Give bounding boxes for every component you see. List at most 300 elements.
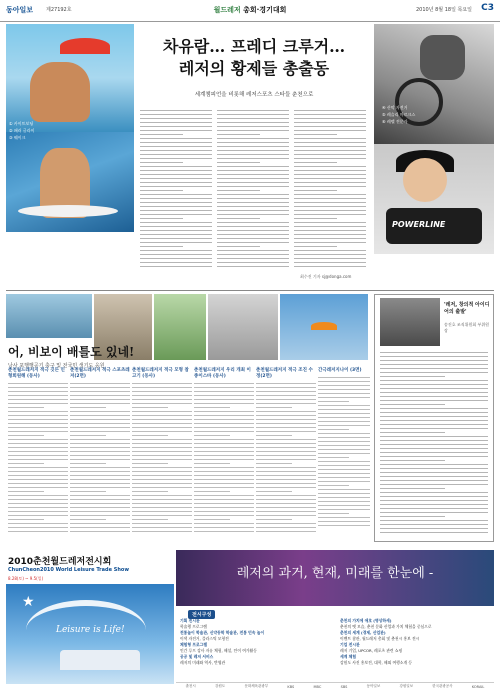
news-column [132,368,192,535]
text-line [194,459,254,460]
text-line [256,471,316,472]
text-line [294,250,366,251]
text-line [294,210,366,211]
text-line [294,222,366,223]
section-name: 총회·경기대회 [243,6,287,14]
banner-subtitle: ChunCheon2010 World Leisure Trade Show [8,567,129,573]
text-line [380,404,445,405]
text-line [217,214,289,215]
text-line [194,383,254,384]
caption-item: ① 카이트보딩 [9,121,34,126]
text-line [294,118,366,119]
text-line [294,146,366,147]
text-line [256,435,292,436]
lead-article-body [140,110,370,114]
text-line [217,138,289,139]
text-line [318,421,370,422]
text-line [140,266,212,267]
text-line [194,423,254,424]
banner-title: 2010춘천월드레저전시회 [8,557,112,567]
text-line [294,234,366,235]
text-line [294,110,366,111]
text-line [217,258,289,259]
text-line [217,166,289,167]
text-line [380,448,488,449]
text-line [70,471,130,472]
text-line [70,395,130,396]
text-line [70,403,130,404]
text-line [294,218,337,219]
program-heading: 세계 체험 [340,654,356,659]
caption-item: ⑤ 레슬리 마르크스 [382,112,416,117]
text-line [294,178,366,179]
text-line [380,524,488,525]
text-line [8,523,68,524]
text-line [380,432,445,433]
text-line [256,423,316,424]
text-line [318,513,349,514]
text-line [140,194,212,195]
text-line [256,479,316,480]
text-line [140,110,212,111]
text-line [380,372,488,373]
text-line [256,527,316,528]
sponsor-logo: 강원일보 [399,684,413,688]
text-line [132,531,192,532]
text-line [217,186,289,187]
text-line [140,150,212,151]
column-text [132,383,192,532]
sponsor-logo: 강원도 [215,684,226,688]
text-line [8,431,68,432]
text-line [256,439,316,440]
text-line [194,499,254,500]
program-heading: 춘천의 세계 (경제, 산업관) [340,630,386,635]
text-line [132,483,192,484]
text-line [380,412,488,413]
text-line [294,258,366,259]
text-line [380,532,488,533]
text-line [132,391,192,392]
text-line [217,234,289,235]
text-line [256,487,316,488]
text-line [140,158,212,159]
text-line [8,383,68,384]
program-heading: 전통놀이 학술관, 신약동학 학술관, 전통 민속 놀이 [180,630,265,635]
program-column-right [340,618,490,666]
text-line [70,391,130,392]
text-line [70,503,130,504]
program-column-left [180,618,330,666]
text-line [194,455,254,456]
text-line [380,424,488,425]
text-line [318,461,370,462]
text-line [194,407,230,408]
text-line [380,464,488,465]
text-line [294,194,366,195]
text-line [140,154,212,155]
text-line [318,525,370,526]
text-line [380,516,445,517]
section-prefix: 월드레저 [213,6,241,14]
text-line [194,403,254,404]
headline-line: 레저의 황제들 총출동 [178,59,330,78]
text-line [256,415,316,416]
text-line [217,230,289,231]
text-line [256,523,316,524]
text-line [256,411,316,412]
text-line [380,356,488,357]
text-line [217,206,289,207]
section2-title: 어, 비보이 배틀도 있네! [8,345,135,359]
lead-subhead: 세계챔피언을 비롯해 레저스포츠 스타들 춘천으로 [194,92,314,98]
text-line [140,198,212,199]
text-line [132,439,192,440]
program-heading: 기획 전시관 [180,618,200,623]
text-line [8,435,44,436]
sponsor-logo: 동아일보 [366,684,381,688]
issue-number: 제27192호 [46,7,72,13]
text-line [256,419,316,420]
text-line [140,246,183,247]
text-line [294,230,366,231]
text-line [132,415,192,416]
text-line [194,399,254,400]
text-line [380,368,488,369]
text-line [70,463,106,464]
text-line [132,507,192,508]
program-heading: 체험형 프로그램 [180,642,207,647]
text-line [132,403,192,404]
text-line [70,415,130,416]
text-line [132,495,192,496]
text-line [380,428,488,429]
text-line [294,214,366,215]
text-line [132,451,192,452]
text-line [194,415,254,416]
text-line [294,242,366,243]
newspaper-logo: 동아일보 [6,6,34,14]
text-line [217,134,260,135]
text-line [217,242,289,243]
text-line [380,384,488,385]
kite-sail-shape [60,38,110,54]
text-line [318,397,370,398]
text-line [194,443,254,444]
text-line [256,463,292,464]
exhibition-hall-graphic [60,650,140,670]
article-column [294,110,366,111]
text-line [132,515,192,516]
text-line [8,443,68,444]
article-column [217,110,289,111]
text-line [140,166,212,167]
news-column [194,368,254,535]
column-headline: 간극레저지나이 (3면) [318,368,362,373]
text-line [132,475,192,476]
text-line [8,399,68,400]
text-line [256,499,316,500]
text-line [294,166,366,167]
text-line [318,405,370,406]
text-line [256,459,316,460]
sponsor-logo: KBS [287,684,295,689]
text-line [194,487,254,488]
text-line [380,528,488,529]
text-line [294,142,366,143]
text-line [318,381,370,382]
text-line [380,508,488,509]
text-line [256,407,292,408]
text-line [217,202,289,203]
text-line [8,487,68,488]
text-line [132,491,168,492]
text-line [380,492,488,493]
text-line [70,427,130,428]
news-column [8,368,68,535]
text-line [70,447,130,448]
program-item: 학술행 프로그램 [180,624,207,629]
column-text [318,377,370,526]
text-line [380,456,488,457]
text-line [217,150,289,151]
athlete-face [403,158,447,202]
text-line [70,455,130,456]
article-column [140,110,212,111]
text-line [132,511,192,512]
text-line [70,431,130,432]
text-line [132,407,168,408]
text-line [132,519,168,520]
text-line [256,387,316,388]
text-line [140,218,183,219]
text-line [70,419,130,420]
text-line [294,122,366,123]
text-line [8,387,68,388]
text-line [194,523,254,524]
text-line [194,467,254,468]
golf-photo [154,294,206,360]
text-line [70,423,130,424]
text-line [380,496,488,497]
left-photo-captions [9,120,34,141]
text-line [140,126,212,127]
text-line [318,457,349,458]
text-line [194,463,230,464]
text-line [380,396,488,397]
sponsor-logo: 문화체육관광부 [244,684,269,688]
text-line [140,206,212,207]
text-line [194,519,230,520]
text-line [294,206,366,207]
text-line [8,467,68,468]
text-line [132,419,192,420]
text-line [194,447,254,448]
text-line [194,419,254,420]
text-line [8,459,68,460]
text-line [140,238,212,239]
text-line [8,407,44,408]
program-heading: 공공 및 레저 서비스 [180,654,214,659]
text-line [132,399,192,400]
text-line [8,495,68,496]
text-line [256,467,316,468]
text-line [194,435,230,436]
article-byline: 최수진 기자 sj@donga.com [300,274,352,279]
text-line [217,110,289,111]
text-line [294,190,337,191]
text-line [217,118,289,119]
text-line [380,388,488,389]
text-line [8,439,68,440]
interview-text [380,352,488,536]
text-line [256,491,292,492]
text-line [318,453,370,454]
text-line [318,521,370,522]
text-line [140,254,212,255]
text-line [256,447,316,448]
text-line [194,471,254,472]
text-line [194,531,254,532]
text-line [217,246,260,247]
star-icon: ★ [22,594,35,610]
text-line [294,130,366,131]
text-line [217,210,289,211]
text-line [140,210,212,211]
column-text [8,383,68,532]
text-line [256,511,316,512]
text-line [380,520,488,521]
column-text [194,383,254,532]
text-line [140,174,212,175]
text-line [217,122,289,123]
text-line [380,504,488,505]
text-line [380,400,488,401]
text-line [132,383,192,384]
surfboard-shape [18,205,118,217]
text-line [380,468,488,469]
column-text [70,383,130,532]
text-line [318,485,349,486]
text-line [318,505,370,506]
text-line [318,501,370,502]
text-line [70,499,130,500]
text-line [140,138,212,139]
text-line [294,158,366,159]
text-line [8,479,68,480]
text-line [194,387,254,388]
text-line [217,266,289,267]
text-line [70,467,130,468]
text-line [8,531,68,532]
text-line [132,395,192,396]
text-line [132,431,192,432]
sponsor-strip [176,682,494,690]
text-line [256,531,316,532]
column-headline: 춘천월드레저지 적극 깃든 인형희원해 (동사) [8,368,65,379]
banner-slogan: 레저의 과거, 현재, 미래를 한눈에 - [236,566,434,581]
news-column [256,368,316,535]
text-line [8,471,68,472]
text-line [70,399,130,400]
text-line [8,395,68,396]
interviewee-photo [380,298,440,346]
text-line [70,479,130,480]
text-line [256,391,316,392]
paraglider-shape [311,322,337,330]
text-line [256,495,316,496]
text-line [70,523,130,524]
text-line [70,451,130,452]
text-line [70,495,130,496]
text-line [140,222,212,223]
text-line [217,178,289,179]
text-line [8,411,68,412]
text-line [140,214,212,215]
text-line [132,503,192,504]
text-line [194,503,254,504]
text-line [194,511,254,512]
text-line [380,488,445,489]
headline-line: 차유람… 프레디 크루거… [162,37,346,56]
text-line [70,519,106,520]
text-line [194,431,254,432]
text-line [194,515,254,516]
sponsor-logo: 한국관광공사 [432,684,453,688]
text-line [194,495,254,496]
program-item: 레저 기업, UPCOR, 레포츠 관련 쇼핑 [340,648,403,653]
text-line [294,254,366,255]
text-line [217,226,289,227]
interview-title: '레저, 창의적 아이디어의 출발' [444,302,490,315]
text-line [294,134,337,135]
text-line [70,475,130,476]
interview-subtitle: 송진호 조직위원회 부위원장 [444,322,490,333]
text-line [380,420,488,421]
column-headline: 춘천월드레저지 우리 개최 이 종이스바 (동사) [194,368,251,379]
column-text [256,383,316,532]
text-line [217,154,289,155]
text-line [194,427,254,428]
text-line [194,483,254,484]
text-line [217,114,289,115]
text-line [194,451,254,452]
text-line [132,467,192,468]
text-line [132,459,192,460]
text-line [217,158,289,159]
text-line [8,463,44,464]
text-line [380,376,445,377]
text-line [140,170,212,171]
text-line [70,511,130,512]
text-line [140,130,212,131]
program-item: 이벤트 참관, 월드레저 총회 및 춘천시 홍보 전시 [340,636,420,641]
text-line [217,182,289,183]
text-line [380,360,488,361]
text-line [140,190,183,191]
text-line [256,383,316,384]
text-line [380,408,488,409]
text-line [217,170,289,171]
text-line [132,499,192,500]
text-line [140,242,212,243]
text-line [217,250,289,251]
text-line [140,182,212,183]
text-line [70,491,106,492]
text-line [380,460,445,461]
text-line [256,483,316,484]
sponsor-logo: SBS [340,684,348,689]
